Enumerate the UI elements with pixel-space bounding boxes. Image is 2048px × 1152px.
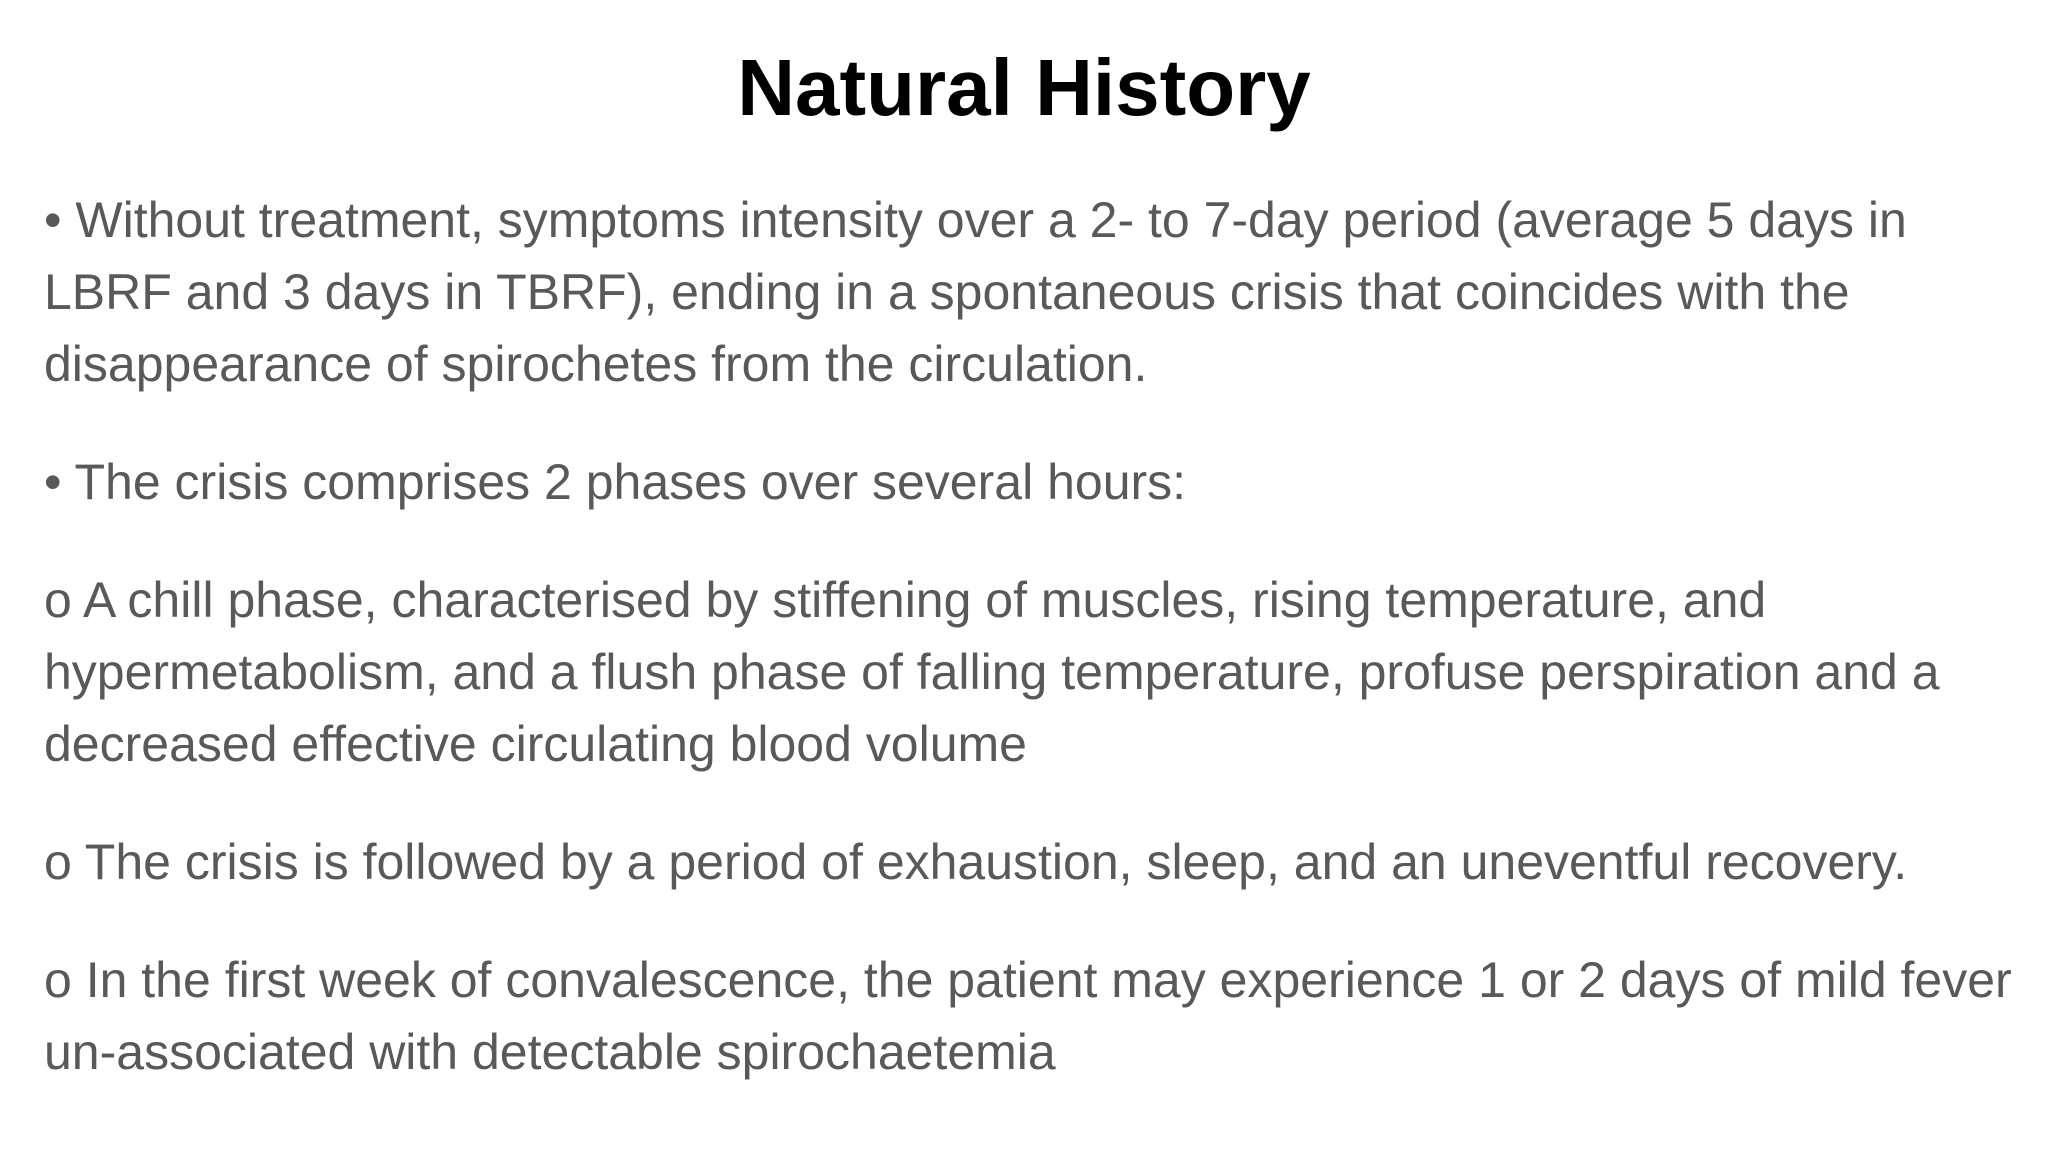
slide-title: Natural History — [737, 43, 1311, 132]
bullet-paragraph: • Without treatment, symptoms intensity over a 2- to 7-day period (average 5 days in LBRF and 3 days in TBRF), ending in a spontaneous crisis that coincides with the disappearance of spirochetes from the circulation. — [44, 192, 1907, 392]
slide-body — [44, 184, 2024, 1088]
sub-bullet-paragraph: o In the first week of convalescence, the patient may experience 1 or 2 days of mild fever un-associated with detectable spirochaetemia — [44, 952, 2012, 1080]
sub-bullet-paragraph: o A chill phase, characterised by stiffening of muscles, rising temperature, and hypermetabolism, and a flush phase of falling temperature, profuse perspiration and a decreased effective circulating blood volume — [44, 572, 1940, 772]
bullet-paragraph: • The crisis comprises 2 phases over several hours: — [44, 454, 1187, 510]
sub-bullet-paragraph: o The crisis is followed by a period of exhaustion, sleep, and an uneventful recovery. — [44, 834, 1908, 890]
